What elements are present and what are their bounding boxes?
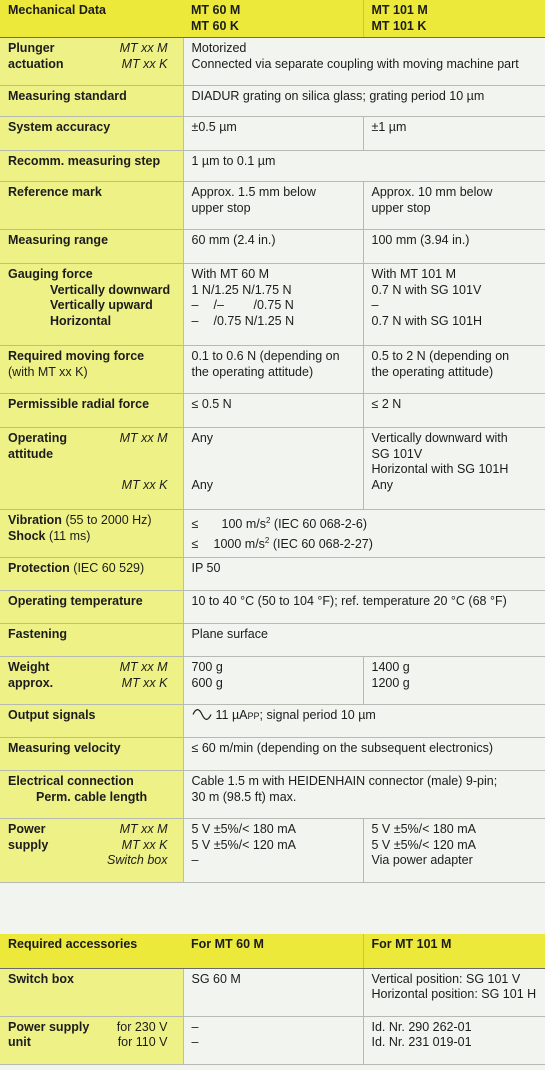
- accessories-header-label: Required accessories: [0, 934, 183, 968]
- measuring-range-mt60: 60 mm (2.4 in.): [183, 230, 363, 264]
- row-weight: [0, 657, 545, 705]
- radial-force-label: Permissible radial force: [0, 394, 183, 428]
- operating-attitude-mt60: Any Any: [183, 428, 363, 510]
- fastening-value: Plane surface: [183, 624, 545, 657]
- gauging-force-mt60: With MT 60 M 1 N/1.25 N/1.75 N – /– /0.75 N – /0.75 N/1.25 N: [183, 264, 363, 346]
- measuring-velocity-value: ≤ 60 m/min (depending on the subsequent electronics): [183, 738, 545, 771]
- switch-box-label: Switch box: [0, 968, 183, 1016]
- row-power-supply-unit: [0, 1016, 545, 1064]
- measuring-standard-value: DIADUR grating on silica glass; grating period 10 µm: [183, 86, 545, 117]
- row-radial-force: [0, 394, 545, 428]
- reference-mark-label: Reference mark: [0, 182, 183, 230]
- row-vibration-shock: [0, 510, 545, 558]
- moving-force-mt60: 0.1 to 0.6 N (depending on the operating attitude): [183, 346, 363, 394]
- moving-force-mt101: 0.5 to 2 N (depending on the operating attitude): [363, 346, 545, 394]
- moving-force-label: Required moving force (with MT xx K): [0, 346, 183, 394]
- sine-wave-icon: [192, 709, 212, 720]
- electrical-connection-value: Cable 1.5 m with HEIDENHAIN connector (male) 9-pin; 30 m (98.5 ft) max.: [183, 771, 545, 819]
- system-accuracy-mt60: ±0.5 µm: [183, 117, 363, 151]
- power-supply-mt60: 5 V ±5%/< 180 mA 5 V ±5%/< 120 mA –: [183, 819, 363, 883]
- vibration-shock-label: Vibration (55 to 2000 Hz) Shock (11 ms): [0, 510, 183, 558]
- output-signals-label: Output signals: [0, 705, 183, 738]
- fastening-label: Fastening: [0, 624, 183, 657]
- switch-box-mt101: Vertical position: SG 101 V Horizontal position: SG 101 H: [363, 968, 545, 1016]
- header-mt101: MT 101 M MT 101 K: [363, 0, 545, 38]
- accessories-table: [0, 934, 545, 1065]
- gauging-force-label: Gauging force Vertically downward Vertically upward Horizontal: [0, 264, 183, 346]
- weight-mt101: 1400 g 1200 g: [363, 657, 545, 705]
- measuring-step-label: Recomm. measuring step: [0, 151, 183, 182]
- electrical-connection-label: Electrical connection Perm. cable length: [0, 771, 183, 819]
- row-reference-mark: [0, 182, 545, 230]
- table-header-row: [0, 0, 545, 38]
- row-measuring-standard: [0, 86, 545, 117]
- row-measuring-velocity: [0, 738, 545, 771]
- switch-box-mt60: SG 60 M: [183, 968, 363, 1016]
- protection-value: IP 50: [183, 558, 545, 591]
- row-operating-attitude: [0, 428, 545, 510]
- measuring-standard-label: Measuring standard: [0, 86, 183, 117]
- row-operating-temperature: [0, 591, 545, 624]
- row-protection: [0, 558, 545, 591]
- row-measuring-range: [0, 230, 545, 264]
- vibration-shock-value: ≤ 100 $m/s^2$ (IEC 60 068-2-6) ≤ 1000 $m/s^2$ (IEC 60 068-2-27): [183, 510, 545, 558]
- output-signals-value: 11 µAPP; signal period 10 µm: [183, 705, 545, 738]
- row-switch-box: [0, 968, 545, 1016]
- power-supply-unit-mt60: – –: [183, 1016, 363, 1064]
- operating-temperature-value: 10 to 40 °C (50 to 104 °F); ref. temperature 20 °C (68 °F): [183, 591, 545, 624]
- row-measuring-step: [0, 151, 545, 182]
- reference-mark-mt60: Approx. 1.5 mm below upper stop: [183, 182, 363, 230]
- system-accuracy-mt101: ±1 µm: [363, 117, 545, 151]
- row-system-accuracy: [0, 117, 545, 151]
- row-output-signals: [0, 705, 545, 738]
- operating-temperature-label: Operating temperature: [0, 591, 183, 624]
- gauging-force-mt101: With MT 101 M 0.7 N with SG 101V – 0.7 N with SG 101H: [363, 264, 545, 346]
- system-accuracy-label: System accuracy: [0, 117, 183, 151]
- row-power-supply: [0, 819, 545, 883]
- accessories-header-row: [0, 934, 545, 968]
- power-supply-mt101: 5 V ±5%/< 180 mA 5 V ±5%/< 120 mA Via power adapter: [363, 819, 545, 883]
- row-electrical-connection: [0, 771, 545, 819]
- measuring-step-value: 1 µm to 0.1 µm: [183, 151, 545, 182]
- protection-label: Protection (IEC 60 529): [0, 558, 183, 591]
- accessories-header-mt101: For MT 101 M: [363, 934, 545, 968]
- measuring-range-mt101: 100 mm (3.94 in.): [363, 230, 545, 264]
- measuring-velocity-label: Measuring velocity: [0, 738, 183, 771]
- measuring-range-label: Measuring range: [0, 230, 183, 264]
- radial-force-mt101: ≤ 2 N: [363, 394, 545, 428]
- header-label: Mechanical Data: [0, 0, 183, 38]
- reference-mark-mt101: Approx. 10 mm below upper stop: [363, 182, 545, 230]
- row-moving-force: [0, 346, 545, 394]
- accessories-header-mt60: For MT 60 M: [183, 934, 363, 968]
- plunger-label: Plunger MT xx M actuation MT xx K: [0, 38, 183, 86]
- weight-label: Weight MT xx M approx. MT xx K: [0, 657, 183, 705]
- plunger-value: Motorized Connected via separate coupling with moving machine part: [183, 38, 545, 86]
- weight-mt60: 700 g 600 g: [183, 657, 363, 705]
- header-mt60: MT 60 M MT 60 K: [183, 0, 363, 38]
- row-gauging-force: [0, 264, 545, 346]
- power-supply-unit-mt101: Id. Nr. 290 262-01 Id. Nr. 231 019-01: [363, 1016, 545, 1064]
- radial-force-mt60: ≤ 0.5 N: [183, 394, 363, 428]
- operating-attitude-label: Operating MT xx M attitude MT xx K: [0, 428, 183, 510]
- row-fastening: [0, 624, 545, 657]
- power-supply-label: Power MT xx M supply MT xx K Switch box: [0, 819, 183, 883]
- power-supply-unit-label: Power supply for 230 V unit for 110 V: [0, 1016, 183, 1064]
- row-plunger-actuation: [0, 38, 545, 86]
- operating-attitude-mt101: Vertically downward with SG 101V Horizontal with SG 101H Any: [363, 428, 545, 510]
